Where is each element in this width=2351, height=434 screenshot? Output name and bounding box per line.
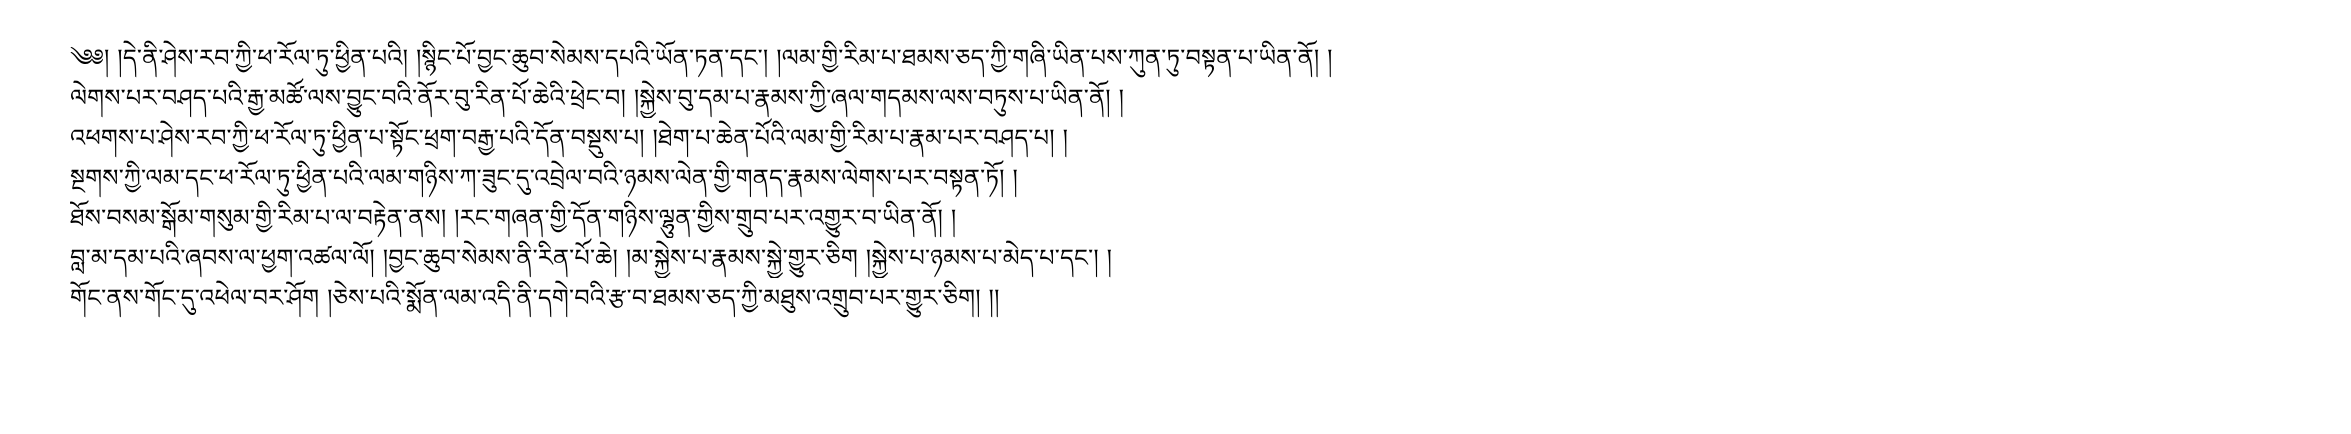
text-line-6: བླ་མ་དམ་པའི་ཞབས་ལ་ཕྱག་འཚལ་ལོ། །བྱང་ཆུབ་སེམས་ནི་རིན་པོ་ཆེ། །མ་སྐྱེས་པ་རྣམས་སྐྱེ་གྱུར་ཅིག །སྐྱེས་པ་ཉམས་པ་མེད་པ་དང་། །: [70, 244, 1113, 272]
text-line-2: ལེགས་པར་བཤད་པའི་རྒྱ་མཚོ་ལས་བྱུང་བའི་ནོར་བུ་རིན་པོ་ཆེའི་ཕྲེང་བ། །སྐྱེས་བུ་དམ་པ་རྣམས་ཀྱི་ཞལ་གདམས་ལས་བཏུས་པ་ཡིན་ནོ། །: [70, 84, 1125, 112]
text-line-5: ཐོས་བསམ་སྒོམ་གསུམ་གྱི་རིམ་པ་ལ་བརྟེན་ནས། །རང་གཞན་གྱི་དོན་གཉིས་ལྷུན་གྱིས་གྲུབ་པར་འགྱུར་བ་ཡིན་ནོ། །: [70, 204, 957, 232]
manuscript-text-block: [70, 38, 2300, 318]
text-line-1: ༄༅། །དེ་ནི་ཤེས་རབ་ཀྱི་ཕ་རོལ་ཏུ་ཕྱིན་པའི། །སྙིང་པོ་བྱང་ཆུབ་སེམས་དཔའི་ཡོན་ཏན་དང་། །ལམ་གྱི་རིམ་པ་ཐམས་ཅད་ཀྱི་གཞི་ཡིན་པས་ཀུན་ཏུ་བསྟན་པ་ཡིན་ནོ། །: [70, 44, 1333, 72]
text-line-3: འཕགས་པ་ཤེས་རབ་ཀྱི་ཕ་རོལ་ཏུ་ཕྱིན་པ་སྟོང་ཕྲག་བརྒྱ་པའི་དོན་བསྡུས་པ། །ཐེག་པ་ཆེན་པོའི་ལམ་གྱི་རིམ་པ་རྣམ་པར་བཤད་པ། །: [70, 124, 1069, 152]
text-line-4: སྔགས་ཀྱི་ལམ་དང་ཕ་རོལ་ཏུ་ཕྱིན་པའི་ལམ་གཉིས་ཀ་ཟུང་དུ་འབྲེལ་བའི་ཉམས་ལེན་གྱི་གནད་རྣམས་ལེགས་པར་བསྟན་ཏོ། །: [70, 164, 1019, 192]
text-line-7: གོང་ནས་གོང་དུ་འཕེལ་བར་ཤོག །ཅེས་པའི་སྨོན་ལམ་འདི་ནི་དགེ་བའི་རྩ་བ་ཐམས་ཅད་ཀྱི་མཐུས་འགྲུབ་པར་གྱུར་ཅིག། །།: [70, 284, 1000, 312]
